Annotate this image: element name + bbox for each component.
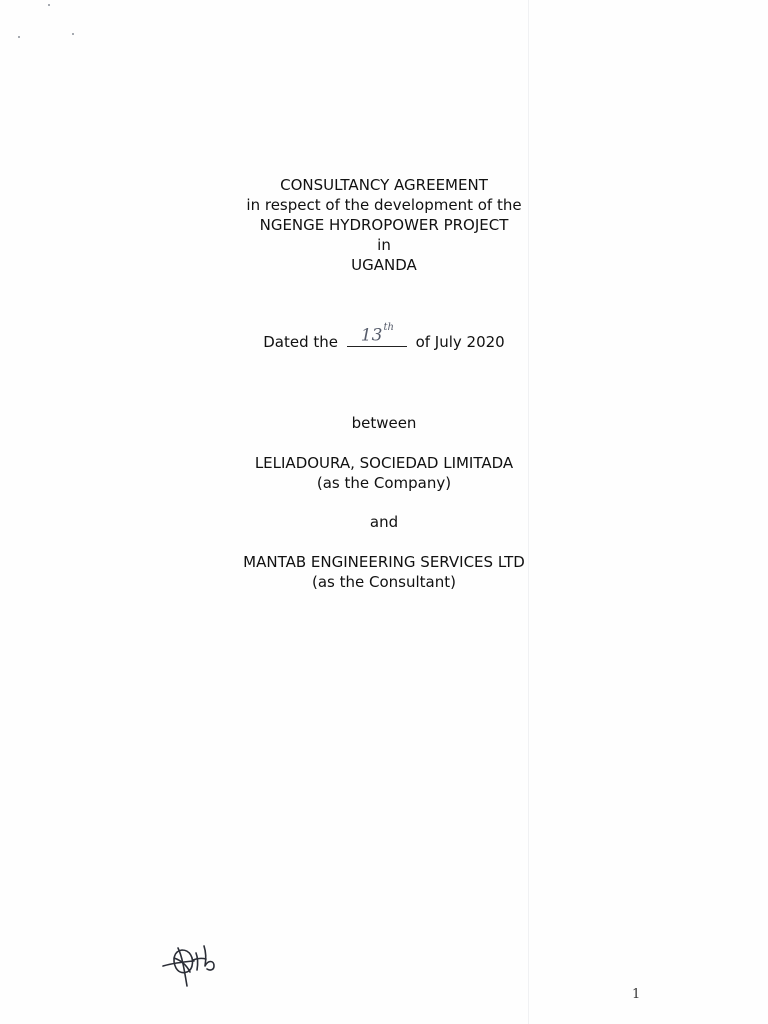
scan-speck — [18, 36, 20, 38]
title-line-1: CONSULTANCY AGREEMENT — [280, 176, 488, 194]
date-suffix: of July 2020 — [415, 333, 505, 351]
party-one-name: LELIADOURA, SOCIEDAD LIMITADA — [254, 454, 514, 472]
party-two-role: (as the Consultant) — [312, 573, 456, 591]
title-line-2: in respect of the development of the — [246, 196, 522, 214]
date-line — [0, 322, 768, 352]
title-line-5: UGANDA — [351, 256, 417, 274]
date-blank — [347, 322, 407, 347]
initials-stroke — [193, 958, 206, 960]
between-label: between — [351, 414, 417, 432]
initials-stroke — [196, 953, 198, 970]
handwritten-day-suffix: th — [383, 322, 394, 333]
scan-speck — [48, 4, 50, 6]
handwritten-initials-signature — [160, 938, 220, 990]
handwritten-day: 13th — [360, 322, 394, 346]
initials-stroke — [178, 948, 187, 986]
title-line-3: NGENGE HYDROPOWER PROJECT — [259, 216, 509, 234]
party-one-role: (as the Company) — [316, 474, 452, 492]
title-line-4: in — [377, 236, 391, 254]
date-prefix: Dated the — [263, 333, 339, 351]
and-label: and — [369, 513, 399, 531]
page-number: 1 — [632, 987, 641, 1002]
initials-stroke — [163, 961, 194, 966]
party-two-name: MANTAB ENGINEERING SERVICES LTD — [243, 553, 525, 571]
scan-speck — [72, 33, 74, 35]
initials-stroke — [204, 946, 214, 970]
